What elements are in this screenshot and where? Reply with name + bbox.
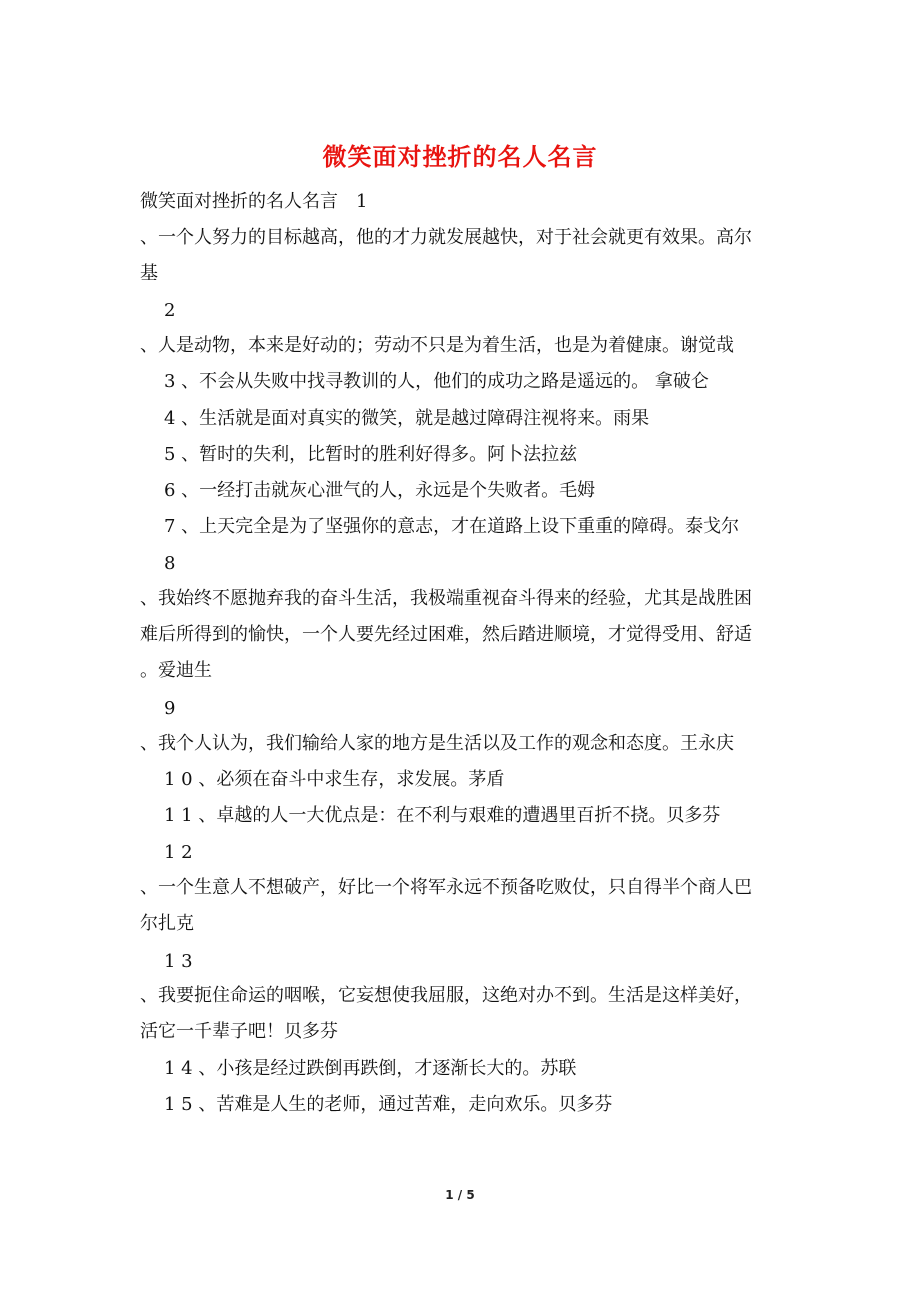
text-line: 1 3 [164,951,193,972]
text-line: 、一个生意人不想破产，好比一个将军永远不预备吃败仗，只自得半个商人巴 [140,877,752,898]
text-line: 5 、暂时的失利，比暂时的胜利好得多。阿卜法拉兹 [164,444,578,465]
text-line: 活它一千辈子吧！贝多芬 [140,1021,338,1042]
text-line: 6 、一经打击就灰心泄气的人，永远是个失败者。毛姆 [164,480,596,501]
text-line: 、一个人努力的目标越高，他的才力就发展越快，对于社会就更有效果。高尔 [140,227,752,248]
text-line: 尔扎克 [140,913,194,934]
text-line: 。爱迪生 [140,660,212,681]
text-line: 基 [140,263,158,284]
text-line: 1 0 、必须在奋斗中求生存，求发展。茅盾 [164,769,505,790]
text-line: 、人是动物，本来是好动的；劳动不只是为着生活，也是为着健康。谢觉哉 [140,335,734,356]
text-line: 1 1 、卓越的人一大优点是：在不利与艰难的遭遇里百折不挠。贝多芬 [164,805,721,826]
text-line: 8 [164,553,176,574]
text-line: 1 2 [164,842,193,863]
text-line: 9 [164,698,176,719]
page-title: 微笑面对挫折的名人名言 [322,142,598,171]
text-line: 2 [164,300,176,321]
text-line: 4 、生活就是面对真实的微笑，就是越过障碍注视将来。雨果 [164,408,650,429]
text-line: 3 、不会从失败中找寻教训的人，他们的成功之路是遥远的。 拿破仑 [164,371,709,392]
text-line: 1 5 、苦难是人生的老师，通过苦难，走向欢乐。贝多芬 [164,1094,613,1115]
text-line: 、我要扼住命运的咽喉，它妄想使我屈服，这绝对办不到。生活是这样美好， [140,985,752,1006]
text-line: 难后所得到的愉快，一个人要先经过困难，然后踏进顺境，才觉得受用、舒适 [140,624,752,645]
text-line: 7 、上天完全是为了坚强你的意志，才在道路上设下重重的障碍。泰戈尔 [164,516,740,537]
text-line: 1 4 、小孩是经过跌倒再跌倒，才逐渐长大的。苏联 [164,1058,577,1079]
text-line: 、我个人认为，我们输给人家的地方是生活以及工作的观念和态度。王永庆 [140,733,734,754]
page-number: 1 / 5 [445,1188,475,1202]
text-line: 、我始终不愿抛弃我的奋斗生活，我极端重视奋斗得来的经验，尤其是战胜困 [140,588,752,609]
text-line: 微笑面对挫折的名人名言 1 [140,191,368,212]
